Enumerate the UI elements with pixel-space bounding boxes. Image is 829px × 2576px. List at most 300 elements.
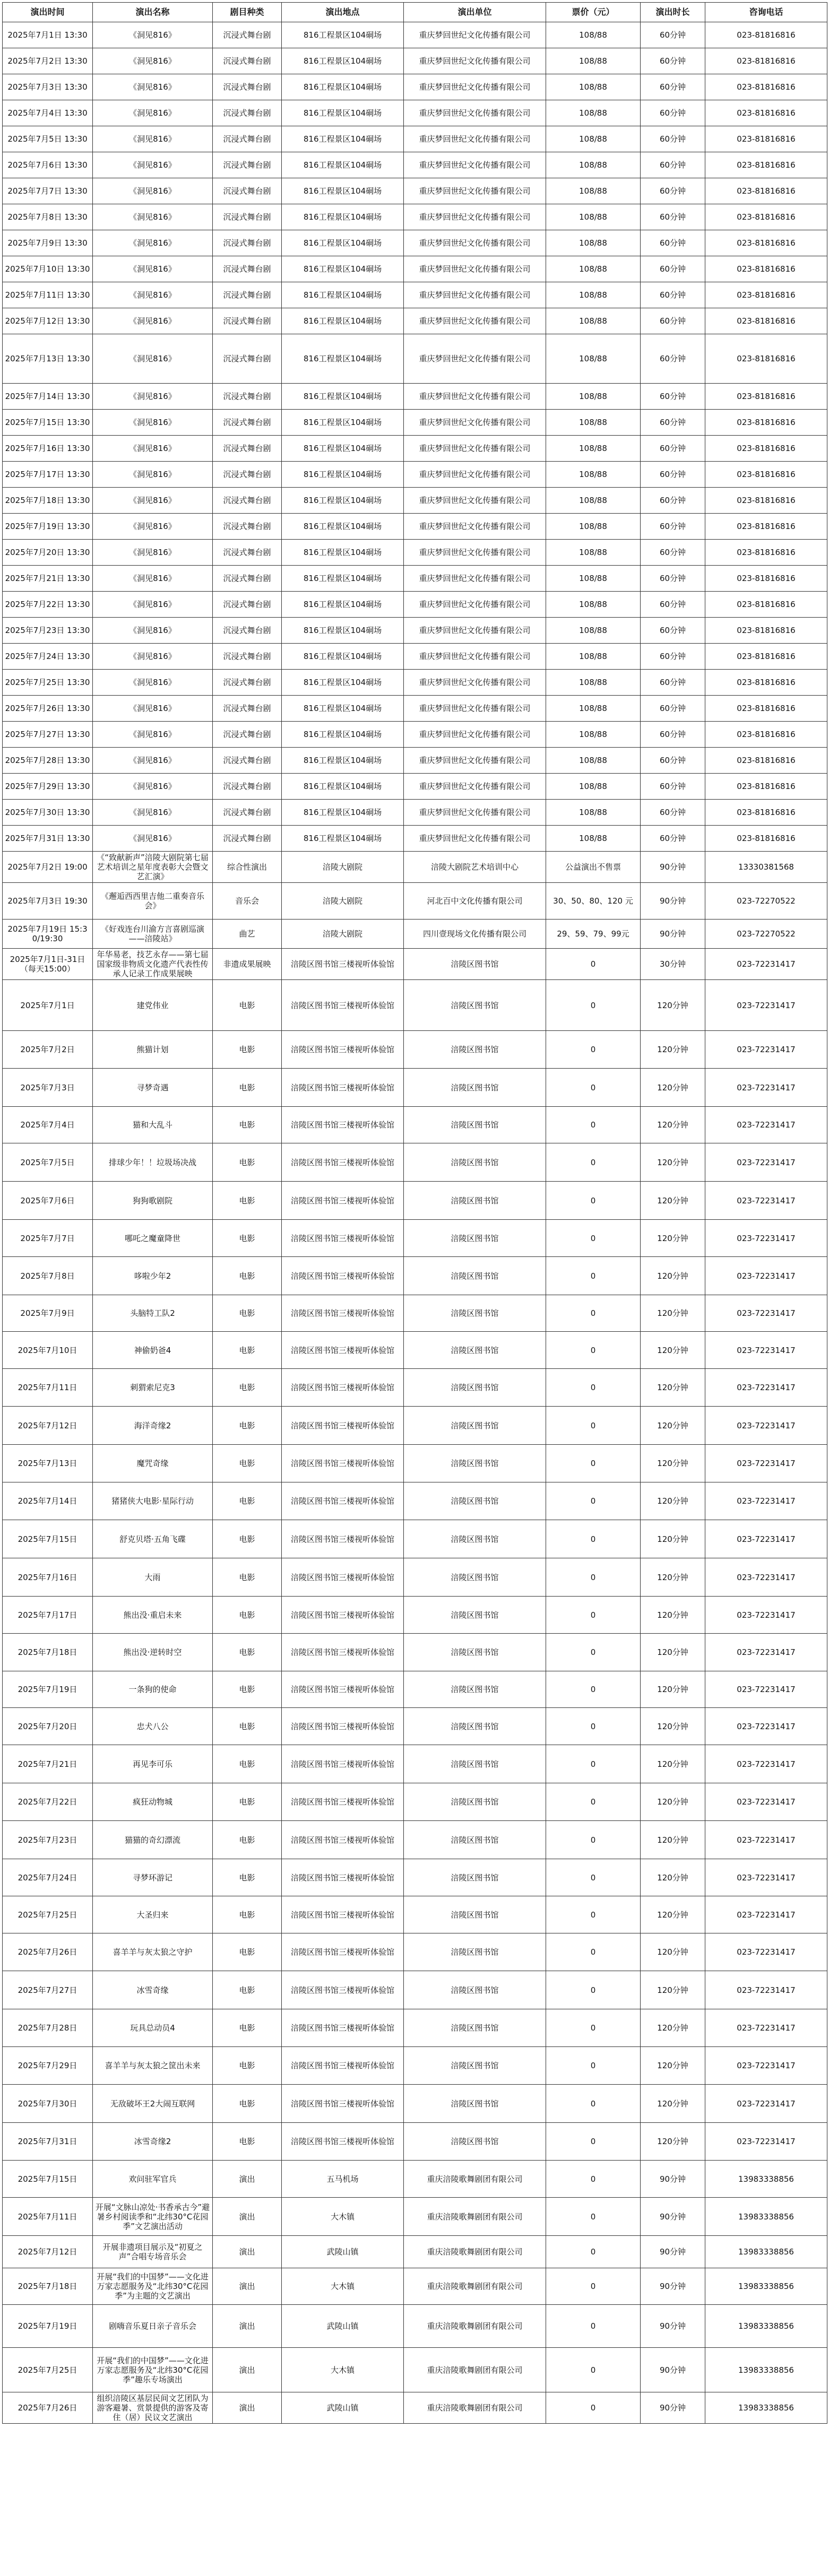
cell-title: 熊出没·重启未来 [93, 1597, 213, 1634]
cell-category: 沉浸式舞台剧 [213, 592, 282, 618]
cell-venue: 816工程景区104硐场 [282, 100, 404, 126]
cell-venue: 816工程景区104硐场 [282, 774, 404, 800]
cell-price: 108/88 [546, 48, 641, 74]
cell-venue: 816工程景区104硐场 [282, 152, 404, 178]
table-row [3, 1745, 827, 1783]
cell-phone: 13983338856 [705, 2236, 827, 2268]
cell-category: 电影 [213, 1069, 282, 1107]
cell-phone: 023-81816816 [705, 488, 827, 514]
table-row [3, 618, 827, 644]
cell-duration: 60分钟 [641, 670, 705, 696]
cell-title: 排球少年！！垃圾场决战 [93, 1143, 213, 1182]
table-row [3, 308, 827, 334]
cell-title: 《洞见816》 [93, 436, 213, 462]
cell-time: 2025年7月11日 13:30 [3, 282, 93, 308]
cell-phone: 023-72231417 [705, 1407, 827, 1445]
cell-category: 电影 [213, 1634, 282, 1671]
table-row [3, 1031, 827, 1069]
cell-price: 0 [546, 2198, 641, 2236]
table-row [3, 1783, 827, 1821]
cell-venue: 816工程景区104硐场 [282, 592, 404, 618]
cell-title: 《好戏连台川渝方言喜剧巡演——涪陵站》 [93, 920, 213, 949]
cell-title: 《洞见816》 [93, 178, 213, 204]
cell-phone: 023-81816816 [705, 436, 827, 462]
cell-category: 电影 [213, 1220, 282, 1257]
table-row [3, 2268, 827, 2305]
table-row [3, 2392, 827, 2424]
cell-category: 沉浸式舞台剧 [213, 74, 282, 100]
cell-organizer: 涪陵区图书馆 [404, 1745, 546, 1783]
cell-title: 开展“我们的中国梦”——文化进万家志愿服务及“北纬30°C花园季”为主题的文艺演出 [93, 2268, 213, 2305]
cell-category: 沉浸式舞台剧 [213, 204, 282, 230]
cell-category: 电影 [213, 2085, 282, 2123]
table-row [3, 2123, 827, 2161]
cell-organizer: 涪陵区图书馆 [404, 1369, 546, 1407]
cell-price: 0 [546, 1295, 641, 1332]
cell-organizer: 重庆梦回世纪文化传播有限公司 [404, 748, 546, 774]
cell-title: 《洞见816》 [93, 514, 213, 540]
cell-category: 沉浸式舞台剧 [213, 774, 282, 800]
cell-organizer: 重庆梦回世纪文化传播有限公司 [404, 282, 546, 308]
table-row [3, 410, 827, 436]
cell-organizer: 重庆梦回世纪文化传播有限公司 [404, 722, 546, 748]
cell-venue: 大木镇 [282, 2348, 404, 2392]
cell-title: 组织涪陵区基层民间文艺团队为游客避暑、赏景提供的游客及寄住（居）民议文艺演出 [93, 2392, 213, 2424]
cell-organizer: 重庆梦回世纪文化传播有限公司 [404, 48, 546, 74]
table-row [3, 1107, 827, 1143]
table-row [3, 1821, 827, 1859]
cell-venue: 涪陵大剧院 [282, 852, 404, 883]
cell-price: 0 [546, 1558, 641, 1597]
cell-duration: 60分钟 [641, 282, 705, 308]
cell-phone: 023-81816816 [705, 774, 827, 800]
table-row [3, 204, 827, 230]
cell-category: 沉浸式舞台剧 [213, 334, 282, 384]
cell-title: 《洞见816》 [93, 696, 213, 722]
cell-venue: 816工程景区104硐场 [282, 566, 404, 592]
cell-price: 108/88 [546, 748, 641, 774]
cell-price: 0 [546, 1745, 641, 1783]
cell-category: 沉浸式舞台剧 [213, 488, 282, 514]
cell-venue: 816工程景区104硐场 [282, 748, 404, 774]
cell-duration: 60分钟 [641, 152, 705, 178]
cell-category: 演出 [213, 2236, 282, 2268]
cell-time: 2025年7月25日 [3, 1896, 93, 1933]
cell-duration: 60分钟 [641, 618, 705, 644]
cell-title: 开展非遗项目展示及“初夏之声”合唱专场音乐会 [93, 2236, 213, 2268]
cell-venue: 涪陵区图书馆三楼视听体验馆 [282, 1671, 404, 1708]
cell-category: 综合性演出 [213, 852, 282, 883]
cell-category: 电影 [213, 1783, 282, 1821]
cell-duration: 60分钟 [641, 566, 705, 592]
cell-price: 30、50、80、120 元 [546, 883, 641, 920]
table-row [3, 1257, 827, 1295]
cell-category: 沉浸式舞台剧 [213, 436, 282, 462]
cell-category: 电影 [213, 1671, 282, 1708]
cell-title: 忠犬八公 [93, 1708, 213, 1745]
table-row [3, 2198, 827, 2236]
cell-category: 沉浸式舞台剧 [213, 462, 282, 488]
table-row [3, 22, 827, 48]
column-header-duration: 演出时长 [641, 3, 705, 22]
cell-time: 2025年7月25日 [3, 2348, 93, 2392]
cell-time: 2025年7月24日 13:30 [3, 644, 93, 670]
cell-organizer: 涪陵区图书馆 [404, 1295, 546, 1332]
cell-category: 沉浸式舞台剧 [213, 22, 282, 48]
cell-time: 2025年7月19日 [3, 1671, 93, 1708]
cell-venue: 涪陵区图书馆三楼视听体验馆 [282, 1482, 404, 1520]
cell-price: 0 [546, 2392, 641, 2424]
cell-price: 108/88 [546, 774, 641, 800]
cell-phone: 023-72231417 [705, 1031, 827, 1069]
cell-duration: 60分钟 [641, 22, 705, 48]
cell-phone: 023-81816816 [705, 514, 827, 540]
cell-category: 沉浸式舞台剧 [213, 670, 282, 696]
cell-title: 《洞见816》 [93, 748, 213, 774]
cell-duration: 120分钟 [641, 1445, 705, 1482]
cell-duration: 60分钟 [641, 384, 705, 410]
cell-time: 2025年7月10日 13:30 [3, 256, 93, 282]
cell-duration: 120分钟 [641, 1407, 705, 1445]
cell-duration: 90分钟 [641, 852, 705, 883]
cell-price: 108/88 [546, 592, 641, 618]
cell-time: 2025年7月19日 13:30 [3, 514, 93, 540]
cell-price: 0 [546, 2085, 641, 2123]
cell-category: 沉浸式舞台剧 [213, 566, 282, 592]
cell-phone: 023-72231417 [705, 1369, 827, 1407]
cell-phone: 023-72231417 [705, 1069, 827, 1107]
table-row [3, 2236, 827, 2268]
cell-time: 2025年7月2日 13:30 [3, 48, 93, 74]
cell-price: 108/88 [546, 256, 641, 282]
cell-organizer: 涪陵区图书馆 [404, 1671, 546, 1708]
cell-phone: 023-81816816 [705, 748, 827, 774]
cell-title: 猫和大乱斗 [93, 1107, 213, 1143]
cell-duration: 120分钟 [641, 1482, 705, 1520]
cell-duration: 60分钟 [641, 334, 705, 384]
cell-price: 0 [546, 1597, 641, 1634]
cell-phone: 023-81816816 [705, 826, 827, 852]
cell-phone: 023-72231417 [705, 1445, 827, 1482]
table-row [3, 920, 827, 949]
cell-title: 《洞见816》 [93, 540, 213, 566]
cell-venue: 涪陵区图书馆三楼视听体验馆 [282, 1597, 404, 1634]
cell-organizer: 重庆梦回世纪文化传播有限公司 [404, 256, 546, 282]
cell-phone: 13983338856 [705, 2198, 827, 2236]
cell-organizer: 涪陵区图书馆 [404, 1069, 546, 1107]
cell-organizer: 重庆梦回世纪文化传播有限公司 [404, 410, 546, 436]
table-row [3, 1671, 827, 1708]
cell-duration: 120分钟 [641, 1520, 705, 1558]
cell-venue: 涪陵区图书馆三楼视听体验馆 [282, 1143, 404, 1182]
cell-phone: 023-81816816 [705, 334, 827, 384]
cell-phone: 023-81816816 [705, 696, 827, 722]
table-row [3, 696, 827, 722]
cell-category: 沉浸式舞台剧 [213, 696, 282, 722]
table-row [3, 282, 827, 308]
table-row [3, 436, 827, 462]
cell-time: 2025年7月4日 [3, 1107, 93, 1143]
cell-organizer: 重庆梦回世纪文化传播有限公司 [404, 592, 546, 618]
cell-time: 2025年7月3日 19:30 [3, 883, 93, 920]
table-header-row [3, 3, 827, 22]
cell-venue: 涪陵区图书馆三楼视听体验馆 [282, 949, 404, 980]
cell-title: 《洞见816》 [93, 256, 213, 282]
cell-venue: 816工程景区104硐场 [282, 410, 404, 436]
cell-phone: 023-72270522 [705, 920, 827, 949]
cell-duration: 60分钟 [641, 126, 705, 152]
cell-price: 0 [546, 1369, 641, 1407]
cell-phone: 023-81816816 [705, 22, 827, 48]
cell-time: 2025年7月9日 [3, 1295, 93, 1332]
cell-duration: 90分钟 [641, 883, 705, 920]
cell-duration: 120分钟 [641, 2123, 705, 2161]
cell-organizer: 重庆梦回世纪文化传播有限公司 [404, 436, 546, 462]
table-row [3, 514, 827, 540]
cell-time: 2025年7月12日 [3, 2236, 93, 2268]
cell-time: 2025年7月8日 13:30 [3, 204, 93, 230]
cell-organizer: 重庆涪陵歌舞剧团有限公司 [404, 2161, 546, 2198]
cell-time: 2025年7月26日 [3, 1933, 93, 1971]
cell-duration: 60分钟 [641, 74, 705, 100]
cell-title: 《洞见816》 [93, 282, 213, 308]
cell-duration: 90分钟 [641, 2305, 705, 2348]
cell-category: 电影 [213, 1295, 282, 1332]
cell-time: 2025年7月28日 [3, 2009, 93, 2047]
cell-title: 喜羊羊与灰太狼之筐出未来 [93, 2047, 213, 2085]
cell-title: 猫猫的奇幻漂流 [93, 1821, 213, 1859]
cell-title: 大雨 [93, 1558, 213, 1597]
cell-duration: 120分钟 [641, 1783, 705, 1821]
cell-venue: 涪陵区图书馆三楼视听体验馆 [282, 1257, 404, 1295]
cell-phone: 023-72231417 [705, 1933, 827, 1971]
cell-time: 2025年7月19日 15:30/19:30 [3, 920, 93, 949]
cell-price: 108/88 [546, 540, 641, 566]
cell-phone: 023-72231417 [705, 1783, 827, 1821]
table-row [3, 1896, 827, 1933]
table-row [3, 1971, 827, 2009]
table-row [3, 152, 827, 178]
cell-price: 0 [546, 1407, 641, 1445]
cell-venue: 816工程景区104硐场 [282, 462, 404, 488]
cell-organizer: 涪陵区图书馆 [404, 2085, 546, 2123]
cell-duration: 120分钟 [641, 1634, 705, 1671]
column-header-phone: 咨询电话 [705, 3, 827, 22]
cell-price: 108/88 [546, 462, 641, 488]
schedule-wrapper [2, 2, 827, 2424]
cell-category: 沉浸式舞台剧 [213, 282, 282, 308]
cell-phone: 023-81816816 [705, 462, 827, 488]
cell-category: 沉浸式舞台剧 [213, 48, 282, 74]
cell-title: 年华易老，技艺永存——第七届国家级非物质文化遗产代表性传承人记录工作成果展映 [93, 949, 213, 980]
cell-price: 108/88 [546, 618, 641, 644]
cell-venue: 涪陵区图书馆三楼视听体验馆 [282, 1634, 404, 1671]
cell-phone: 023-72231417 [705, 1295, 827, 1332]
cell-price: 0 [546, 1896, 641, 1933]
table-row [3, 800, 827, 826]
table-row [3, 949, 827, 980]
cell-title: 狗狗歌剧院 [93, 1182, 213, 1220]
cell-title: 《洞见816》 [93, 22, 213, 48]
cell-phone: 023-81816816 [705, 152, 827, 178]
cell-category: 电影 [213, 1859, 282, 1896]
cell-time: 2025年7月1日 13:30 [3, 22, 93, 48]
table-row [3, 1220, 827, 1257]
table-row [3, 178, 827, 204]
cell-time: 2025年7月4日 13:30 [3, 100, 93, 126]
cell-price: 108/88 [546, 514, 641, 540]
cell-title: 魔咒奇缘 [93, 1445, 213, 1482]
cell-price: 108/88 [546, 178, 641, 204]
cell-duration: 60分钟 [641, 644, 705, 670]
cell-price: 108/88 [546, 800, 641, 826]
cell-duration: 60分钟 [641, 488, 705, 514]
cell-time: 2025年7月20日 13:30 [3, 540, 93, 566]
cell-organizer: 涪陵区图书馆 [404, 1597, 546, 1634]
cell-price: 0 [546, 1182, 641, 1220]
cell-venue: 816工程景区104硐场 [282, 384, 404, 410]
cell-price: 0 [546, 1708, 641, 1745]
cell-phone: 13983338856 [705, 2392, 827, 2424]
cell-duration: 120分钟 [641, 1896, 705, 1933]
table-row [3, 748, 827, 774]
cell-title: 《洞见816》 [93, 100, 213, 126]
cell-time: 2025年7月18日 [3, 2268, 93, 2305]
cell-phone: 023-81816816 [705, 410, 827, 436]
cell-organizer: 涪陵区图书馆 [404, 1182, 546, 1220]
cell-title: 冰雪奇缘2 [93, 2123, 213, 2161]
cell-price: 0 [546, 2047, 641, 2085]
cell-price: 0 [546, 1671, 641, 1708]
cell-venue: 涪陵区图书馆三楼视听体验馆 [282, 980, 404, 1031]
cell-duration: 60分钟 [641, 410, 705, 436]
cell-venue: 涪陵区图书馆三楼视听体验馆 [282, 1069, 404, 1107]
cell-time: 2025年7月1日-31日（每天15:00） [3, 949, 93, 980]
cell-price: 0 [546, 2009, 641, 2047]
cell-price: 公益演出不售票 [546, 852, 641, 883]
cell-phone: 023-72231417 [705, 980, 827, 1031]
cell-venue: 816工程景区104硐场 [282, 514, 404, 540]
cell-category: 沉浸式舞台剧 [213, 748, 282, 774]
cell-price: 0 [546, 1634, 641, 1671]
cell-category: 演出 [213, 2198, 282, 2236]
cell-category: 沉浸式舞台剧 [213, 410, 282, 436]
cell-venue: 816工程景区104硐场 [282, 670, 404, 696]
cell-title: 建党伟业 [93, 980, 213, 1031]
cell-venue: 816工程景区104硐场 [282, 126, 404, 152]
cell-category: 非遗成果展映 [213, 949, 282, 980]
cell-phone: 023-81816816 [705, 800, 827, 826]
cell-duration: 120分钟 [641, 1369, 705, 1407]
cell-duration: 120分钟 [641, 1069, 705, 1107]
cell-venue: 五马机场 [282, 2161, 404, 2198]
cell-duration: 120分钟 [641, 1971, 705, 2009]
cell-venue: 816工程景区104硐场 [282, 722, 404, 748]
table-row [3, 1558, 827, 1597]
cell-title: 疯狂动物城 [93, 1783, 213, 1821]
cell-price: 108/88 [546, 308, 641, 334]
cell-price: 108/88 [546, 488, 641, 514]
cell-organizer: 重庆涪陵歌舞剧团有限公司 [404, 2392, 546, 2424]
cell-venue: 涪陵区图书馆三楼视听体验馆 [282, 1821, 404, 1859]
cell-duration: 120分钟 [641, 2047, 705, 2085]
column-header-venue: 演出地点 [282, 3, 404, 22]
cell-time: 2025年7月3日 13:30 [3, 74, 93, 100]
cell-organizer: 涪陵区图书馆 [404, 1220, 546, 1257]
cell-venue: 涪陵区图书馆三楼视听体验馆 [282, 1520, 404, 1558]
cell-price: 108/88 [546, 670, 641, 696]
cell-phone: 023-72231417 [705, 2123, 827, 2161]
cell-phone: 023-81816816 [705, 100, 827, 126]
cell-venue: 816工程景区104硐场 [282, 618, 404, 644]
cell-organizer: 重庆梦回世纪文化传播有限公司 [404, 540, 546, 566]
cell-price: 0 [546, 1520, 641, 1558]
cell-time: 2025年7月15日 [3, 1520, 93, 1558]
cell-time: 2025年7月17日 13:30 [3, 462, 93, 488]
cell-venue: 816工程景区104硐场 [282, 256, 404, 282]
cell-category: 电影 [213, 1482, 282, 1520]
cell-category: 电影 [213, 1597, 282, 1634]
cell-category: 沉浸式舞台剧 [213, 256, 282, 282]
cell-title: 喜羊羊与灰太狼之守护 [93, 1933, 213, 1971]
cell-duration: 60分钟 [641, 204, 705, 230]
cell-time: 2025年7月16日 13:30 [3, 436, 93, 462]
table-row [3, 1332, 827, 1369]
cell-title: 《洞见816》 [93, 230, 213, 256]
cell-time: 2025年7月18日 [3, 1634, 93, 1671]
cell-title: 《洞见816》 [93, 462, 213, 488]
cell-duration: 90分钟 [641, 2268, 705, 2305]
cell-venue: 涪陵区图书馆三楼视听体验馆 [282, 1971, 404, 2009]
cell-duration: 60分钟 [641, 178, 705, 204]
cell-category: 沉浸式舞台剧 [213, 308, 282, 334]
cell-organizer: 重庆梦回世纪文化传播有限公司 [404, 462, 546, 488]
cell-organizer: 四川壹现场文化传播有限公司 [404, 920, 546, 949]
cell-duration: 120分钟 [641, 1558, 705, 1597]
cell-time: 2025年7月2日 [3, 1031, 93, 1069]
cell-phone: 023-72231417 [705, 2047, 827, 2085]
cell-duration: 60分钟 [641, 748, 705, 774]
cell-category: 演出 [213, 2305, 282, 2348]
cell-title: 再见李可乐 [93, 1745, 213, 1783]
cell-price: 108/88 [546, 230, 641, 256]
table-row [3, 462, 827, 488]
cell-phone: 023-81816816 [705, 592, 827, 618]
cell-duration: 60分钟 [641, 774, 705, 800]
cell-price: 0 [546, 1482, 641, 1520]
table-row [3, 256, 827, 282]
cell-phone: 023-72231417 [705, 1634, 827, 1671]
cell-venue: 816工程景区104硐场 [282, 800, 404, 826]
cell-duration: 90分钟 [641, 2198, 705, 2236]
cell-time: 2025年7月11日 [3, 2198, 93, 2236]
cell-time: 2025年7月30日 13:30 [3, 800, 93, 826]
cell-price: 0 [546, 1859, 641, 1896]
cell-time: 2025年7月29日 [3, 2047, 93, 2085]
cell-organizer: 重庆梦回世纪文化传播有限公司 [404, 152, 546, 178]
cell-price: 108/88 [546, 204, 641, 230]
cell-category: 沉浸式舞台剧 [213, 126, 282, 152]
cell-venue: 816工程景区104硐场 [282, 230, 404, 256]
cell-time: 2025年7月13日 13:30 [3, 334, 93, 384]
table-row [3, 100, 827, 126]
cell-organizer: 涪陵区图书馆 [404, 1971, 546, 2009]
cell-time: 2025年7月26日 13:30 [3, 696, 93, 722]
table-row [3, 826, 827, 852]
cell-category: 电影 [213, 1445, 282, 1482]
table-row [3, 2047, 827, 2085]
cell-phone: 023-72231417 [705, 1859, 827, 1896]
